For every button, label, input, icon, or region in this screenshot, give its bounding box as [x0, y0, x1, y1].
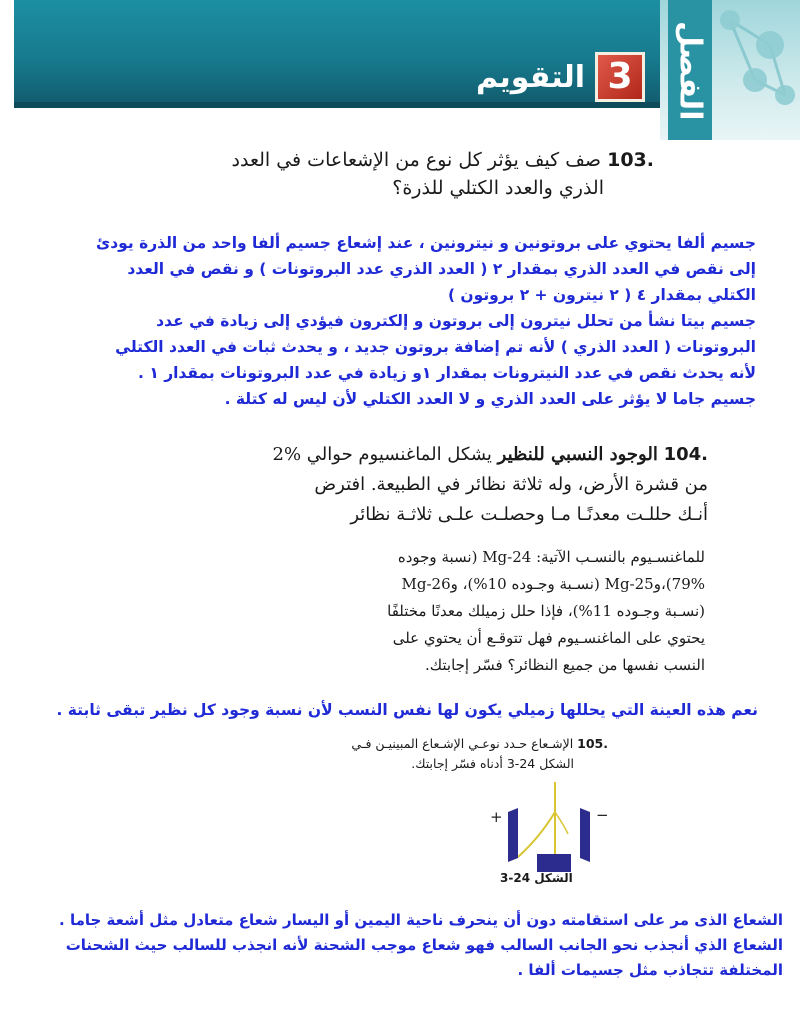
question-105 — [351, 734, 608, 774]
answer-line: جسيم ألفا يحتوي على بروتونين و نيترونين ، عند إشعاع جسيم ألفا واحد من الذرة يودئ — [95, 234, 756, 252]
question-text-line: يحتوي على الماغنسـيوم فهل تتوقـع أن يحتوي على — [392, 629, 705, 647]
chapter-side-tab — [660, 0, 800, 140]
header-bottom-strip — [14, 102, 660, 108]
question-text-line: 79%)،وMg-25 (نسـبة وجـوده 10%)، وMg-26 — [401, 575, 705, 593]
question-number: .105 — [577, 736, 608, 751]
question-text-line: صف كيف يؤثر كل نوع من الإشعاعات في العدد — [231, 149, 602, 171]
question-104-details — [387, 544, 705, 679]
question-text-line: أنـك حللـت معدنًـا مـا وحصلـت علـى ثلاثـة نظائر — [350, 504, 708, 525]
answer-line: إلى نقص في العدد الذري بمقدار ٢ ( العدد الذري عدد البروتونات ) و نقص في العدد — [127, 260, 756, 278]
positive-plate — [508, 808, 518, 862]
question-104 — [273, 440, 709, 530]
question-text-line: الذري والعدد الكتلي للذرة؟ — [392, 177, 604, 199]
answer-line: جسيم جاما لا يؤثر على العدد الذري و لا العدد الكتلي لأن ليس له كتلة . — [224, 390, 756, 408]
answer-104 — [57, 697, 759, 723]
answer-line: المختلفة تتجاذب مثل جسيمات ألفا . — [517, 961, 783, 979]
curved-beam-path — [555, 812, 568, 834]
answer-line: الشعاع الذي أنجذب نحو الجانب السالب فهو شعاع موجب الشحنة لأنه انجذب للسالب حيث الشحنات — [65, 936, 783, 954]
question-number: .103 — [607, 149, 654, 171]
answer-line: الكتلي بمقدار ٤ ( ٢ نيترون + ٢ بروتون ) — [447, 286, 756, 304]
question-text-line: الإشـعاع حـدد نوعـي الإشـعاع المبينيـن فـي — [351, 736, 574, 751]
negative-plate — [580, 808, 590, 862]
question-number: .104 — [663, 444, 708, 465]
plus-sign: + — [490, 808, 503, 826]
question-103 — [232, 146, 654, 202]
question-text-line: يشكل الماغنسيوم حوالي %2 — [272, 444, 492, 465]
detector-block — [537, 854, 571, 872]
question-text-line: النسب نفسها من جميع النظائر؟ فسّر إجابتك. — [424, 656, 705, 674]
answer-103 — [96, 230, 756, 412]
question-bold-term: الوجود النسبي للنظير — [497, 444, 658, 465]
section-title: التقويم — [476, 60, 585, 95]
answer-line: البروتونات ( العدد الذري ) لأنه تم إضافة بروتون جديد ، و يحدث ثبات في العدد الكتلي — [115, 338, 756, 356]
answer-line: نعم هذه العينة التي يحللها زميلي يكون لها نفس النسب لأن نسبة وجود كل نظير تبقى ثابتة . — [56, 701, 758, 719]
radiation-deflection-figure — [480, 772, 630, 882]
figure-caption: الشكل 24-3 — [500, 871, 573, 885]
question-text-line: الشكل 24-3 أدناه فسّر إجابتك. — [411, 756, 574, 771]
deflected-beam-path — [518, 782, 555, 857]
chapter-word-label: الفصل — [672, 21, 708, 121]
question-text-line: (نسـبة وجـوده 11%)، فإذا حلل زميلك معدنًا مختلفًا — [387, 602, 705, 620]
answer-line: لأنه يحدث نقص في عدد النيترونات بمقدار ١و زيادة في عدد البروتونات بمقدار ١ . — [138, 364, 756, 382]
question-text-line: من قشرة الأرض، وله ثلاثة نظائر في الطبيعة. افترض — [314, 474, 708, 495]
minus-sign: − — [596, 806, 609, 824]
answer-line: الشعاع الذى مر على استقامته دون أن ينحرف ناحية اليمين أو اليسار شعاع متعادل مثل أشعة جاما . — [59, 911, 783, 929]
chapter-number-badge: 3 — [595, 52, 645, 102]
answer-line: جسيم بيتا نشأ من تحلل نيترون إلى بروتون و إلكترون فيؤدي إلى زيادة في عدد — [156, 312, 756, 330]
question-text-line: للماغنسـيوم بالنسـب الآتية: Mg-24 (نسبة وجوده — [397, 548, 705, 566]
answer-105 — [59, 908, 783, 983]
